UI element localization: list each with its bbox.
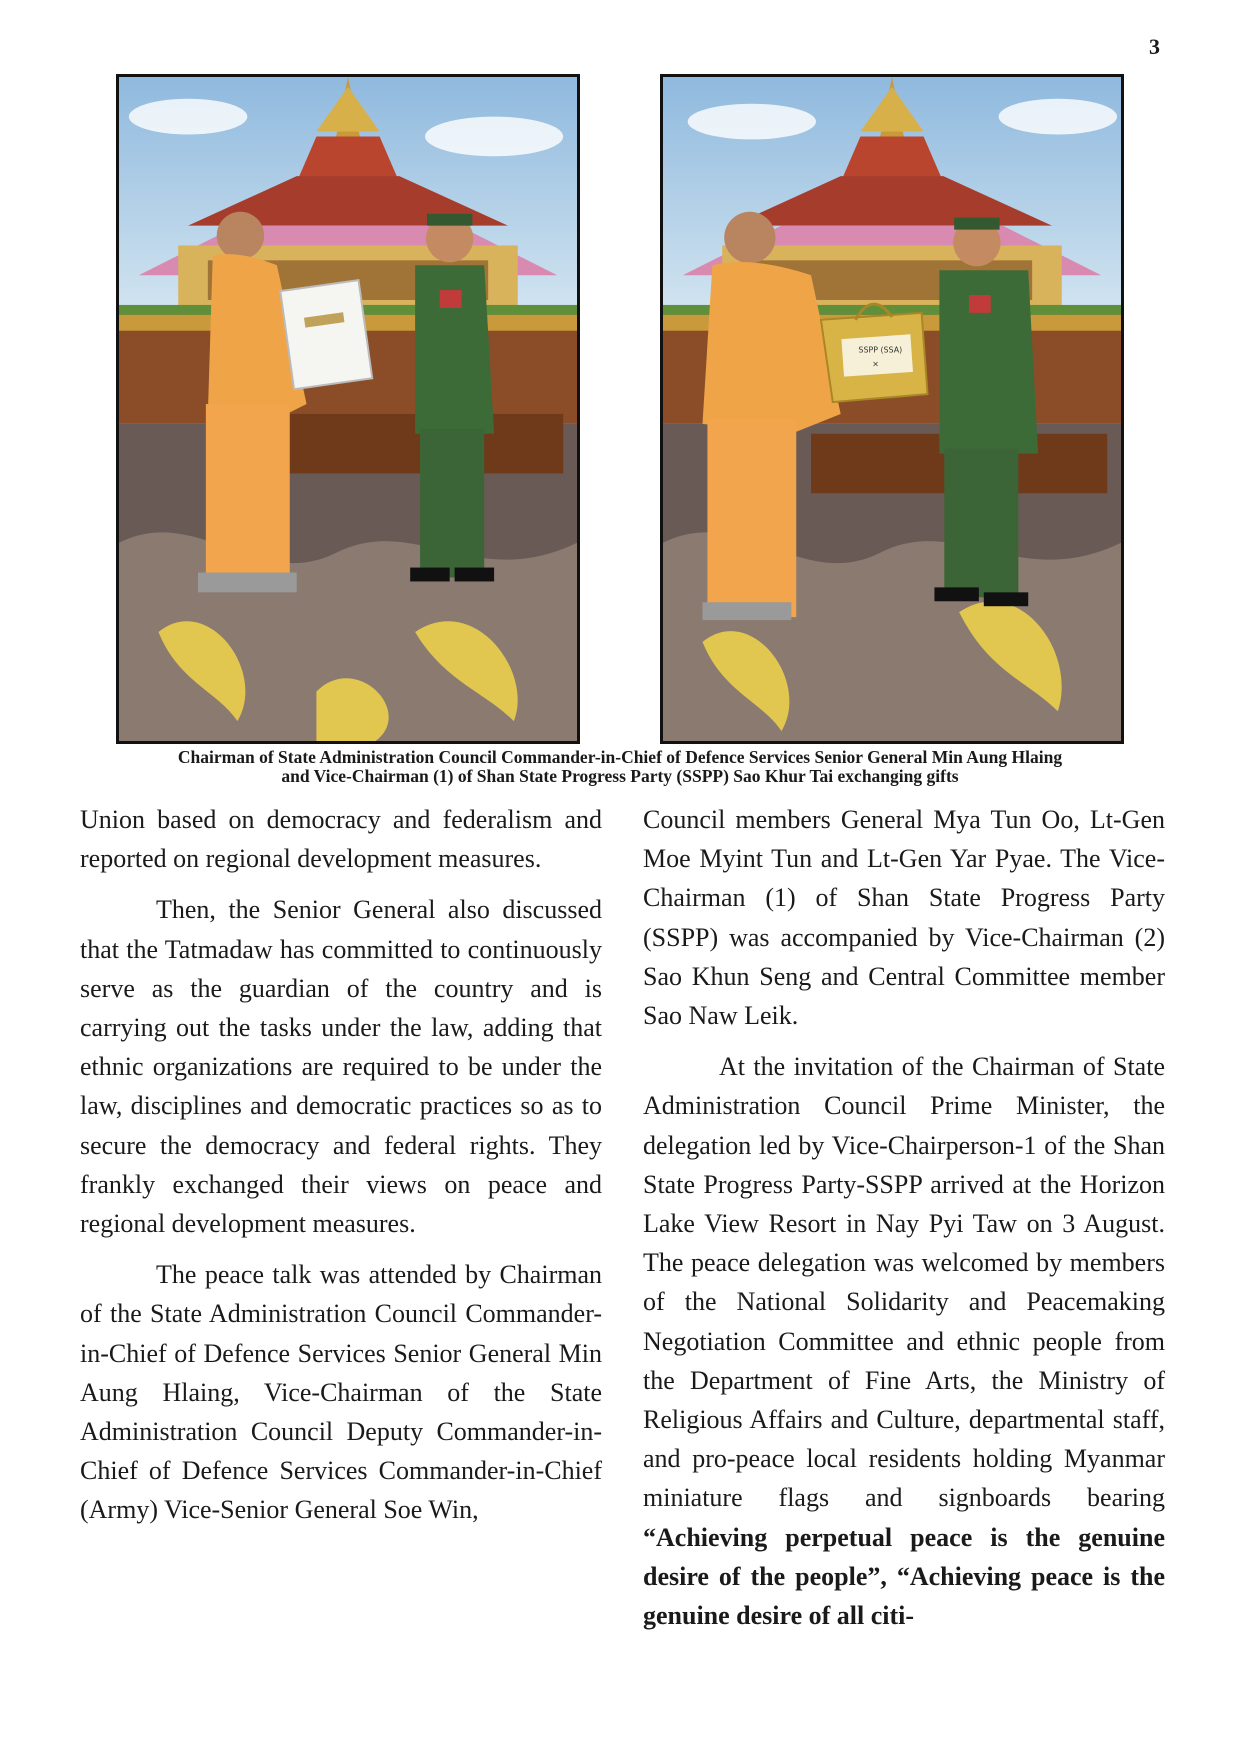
article-column-right bbox=[643, 800, 1165, 1647]
photo-caption bbox=[60, 748, 1180, 786]
paragraph-peace-talk-attendees: The peace talk was attended by Chairman of the State Administration Council Commander-in-Chief of Defence Services Senior General Min Aung Hlaing, Vice-Chairman of the State Administration Council Deputy Commander-in-Chief of Defence Services Commander-in-Chief (Army) Vice-Senior General Soe Win, bbox=[80, 1260, 602, 1525]
bag-label-line-1: SSPP (SSA) bbox=[858, 345, 903, 355]
paragraph-tatmadaw-guardian: Then, the Senior General also discussed that the Tatmadaw has committed to continuously serve as the guardian of the country and is carrying out the tasks under the law, adding that ethnic organizations are required to be under the law, disciplines and democratic practices so as to secure the democracy and federal rights. They frankly exchanged their views on peace and regional development measures. bbox=[80, 895, 602, 1239]
delegation-arrival-text: At the invitation of the Chairman of State Administration Council Prime Minister, the delegation led by Vice-Chairperson-1 of the Shan State Progress Party-SSPP arrived at the Horizon Lake View Resort in Nay Pyi Taw on 3 August. The peace delegation was welcomed by members of the National Solidarity and Peacemaking Negotiation Committee and ethnic people from the Department of Fine Arts, the Ministry of Religious Affairs and Culture, departmental staff, and pro-peace local residents holding Myanmar miniature flags and signboards bearing bbox=[643, 1052, 1165, 1513]
photo-illustration-right bbox=[663, 77, 1121, 741]
bag-label-line-2: × bbox=[872, 359, 879, 369]
signboard-slogans: “Achieving perpetual peace is the genuine desire of the people”, “Achieving peace is the genuine desire of all citi- bbox=[643, 1522, 1165, 1631]
paragraph-council-members: Council members General Mya Tun Oo, Lt-Gen Moe Myint Tun and Lt-Gen Yar Pyae. The Vice-Chairman (1) of Shan State Progress Party (SSPP) was accompanied by Vice-Chairman (2) Sao Khun Seng and Central Committee member Sao Naw Leik. bbox=[643, 805, 1165, 1031]
page-number: 3 bbox=[1149, 34, 1160, 59]
article-column-left bbox=[80, 800, 602, 1542]
caption-line-2: and Vice-Chairman (1) of Shan State Progress Party (SSPP) Sao Khur Tai exchanging gifts bbox=[281, 766, 959, 786]
paragraph-union-federalism: Union based on democracy and federalism and reported on regional development measures. bbox=[80, 805, 602, 874]
photo-illustration-left bbox=[119, 77, 577, 741]
photo-exchanging-book-gift bbox=[116, 74, 580, 744]
photo-exchanging-bag-gift bbox=[660, 74, 1124, 744]
paragraph-delegation-arrival bbox=[643, 1047, 1165, 1635]
caption-line-1: Chairman of State Administration Council Commander-in-Chief of Defence Services Senior General Min Aung Hlaing bbox=[177, 747, 1063, 767]
